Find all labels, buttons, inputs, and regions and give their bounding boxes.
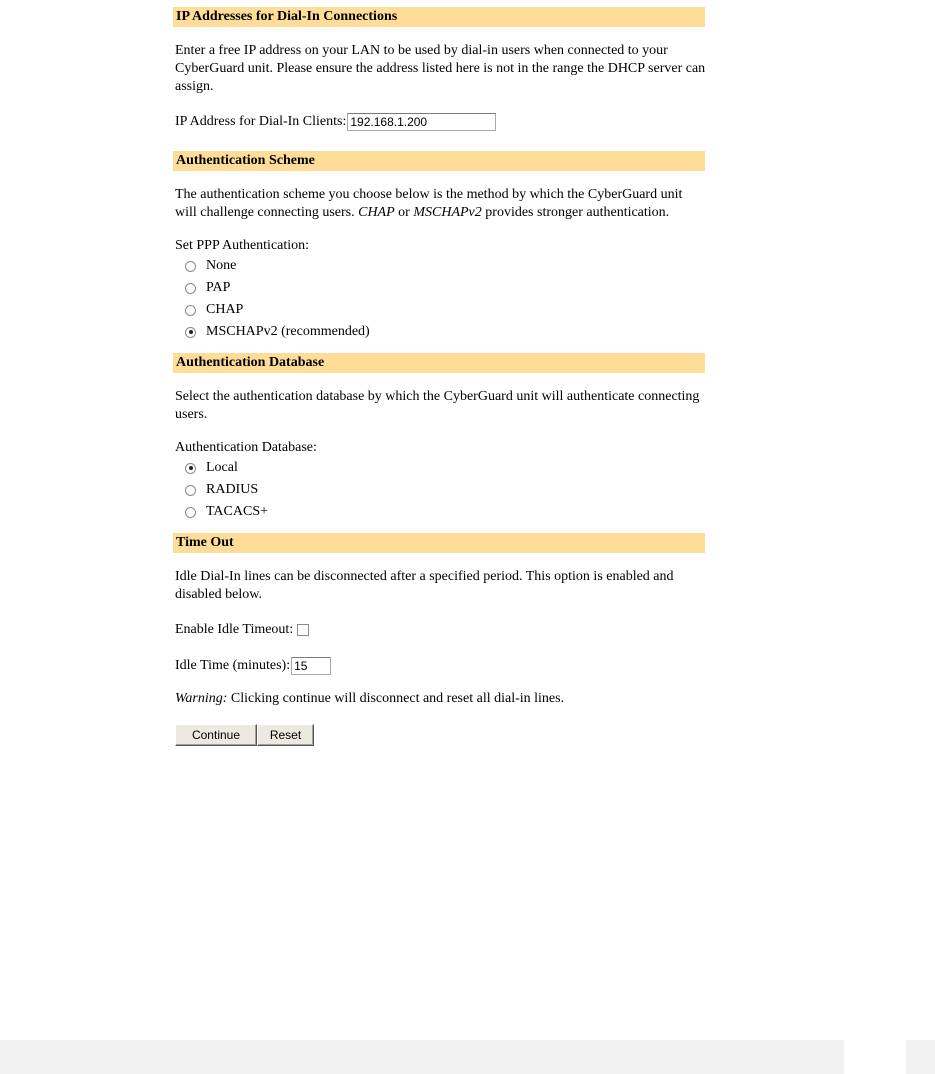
idle-time-row [175,656,705,676]
ip-address-row [175,112,705,132]
radio-option-chap[interactable]: CHAP [173,299,705,321]
radio-option-mschapv2[interactable]: MSCHAPv2 (recommended) [173,321,705,343]
ppp-auth-radio-group [173,255,705,343]
warning-text: Warning: Clicking continue will disconnect and reset all dial-in lines. [175,691,565,706]
auth-scheme-description: The authentication scheme you choose below is the method by which the CyberGuard unit will challenge connecting users. CHAP or MSCHAPv2 provides stronger authentication. [175,187,683,220]
radio-button-selected[interactable] [185,327,196,338]
form-buttons [175,724,705,746]
ppp-auth-label: Set PPP Authentication: [175,238,310,253]
section-header-authentication-scheme: Authentication Scheme [173,151,705,171]
auth-db-label: Authentication Database: [175,440,317,455]
radio-option-radius[interactable]: RADIUS [173,479,705,501]
section-header-authentication-database: Authentication Database [173,353,705,373]
radio-option-local[interactable]: Local [173,457,705,479]
ip-address-label: IP Address for Dial-In Clients: [175,114,347,129]
radio-button[interactable] [185,485,196,496]
enable-idle-timeout-label: Enable Idle Timeout: [175,622,294,637]
enable-idle-timeout-checkbox[interactable] [297,624,309,636]
radio-button[interactable] [185,283,196,294]
radio-option-pap[interactable]: PAP [173,277,705,299]
ip-description: Enter a free IP address on your LAN to be used by dial-in users when connected to your CyberGuard unit. Please ensure the address listed here is not in the range the DHCP server can assign. [175,43,706,94]
radio-option-tacacs[interactable]: TACACS+ [173,501,705,523]
radio-button[interactable] [185,507,196,518]
radio-button[interactable] [185,305,196,316]
idle-time-input[interactable] [291,657,331,675]
continue-button[interactable]: Continue [175,724,257,746]
idle-time-label: Idle Time (minutes): [175,658,291,673]
radio-button-selected[interactable] [185,463,196,474]
section-header-ip-addresses: IP Addresses for Dial-In Connections [173,7,705,27]
auth-db-radio-group [173,457,705,523]
radio-button[interactable] [185,261,196,272]
footer-bar [0,1040,844,1074]
enable-idle-timeout-row [175,620,705,640]
radio-option-none[interactable]: None [173,255,705,277]
auth-db-description: Select the authentication database by which the CyberGuard unit will authenticate connecting users. [175,389,700,422]
section-header-time-out: Time Out [173,533,705,553]
timeout-description: Idle Dial-In lines can be disconnected after a specified period. This option is enabled and disabled below. [175,569,674,602]
footer-corner [906,1040,935,1074]
ip-address-input[interactable] [347,113,496,131]
reset-button[interactable]: Reset [257,724,314,746]
dialin-config-form [173,0,705,746]
